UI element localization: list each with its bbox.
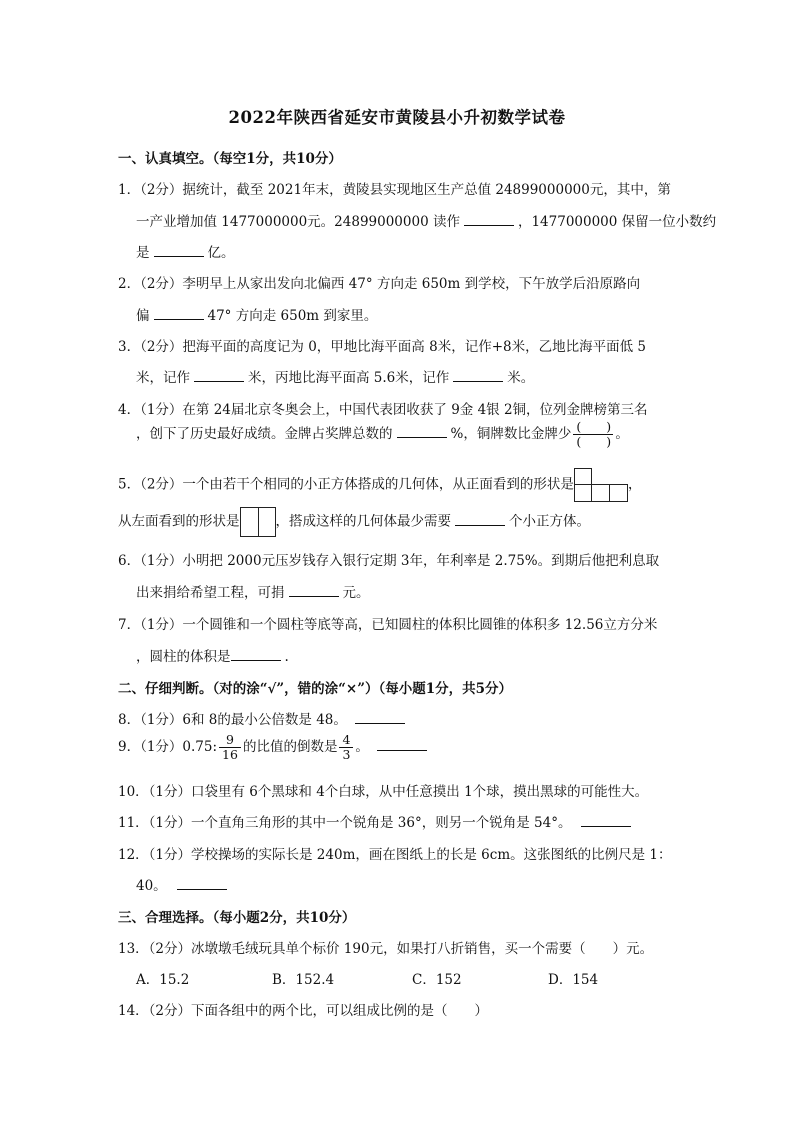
fraction-numerator: 9	[219, 733, 241, 748]
answer-blank[interactable]	[355, 710, 405, 724]
fraction-numerator: 4	[339, 733, 353, 748]
answer-blank[interactable]	[453, 368, 503, 382]
question-1-line-3	[136, 241, 235, 261]
question-4-text: %，铜牌数比金牌少	[450, 425, 572, 442]
answer-blank[interactable]	[154, 306, 204, 320]
question-12-line-1: 12．（1分）学校操场的实际长是 240m，画在图纸上的长是 6cm。这张图纸的比例尺是 1：	[118, 847, 672, 863]
question-1-text: 一产业增加值 1477000000元。24899000000 读作	[136, 214, 460, 230]
fraction-denominator: 16	[222, 746, 238, 762]
question-11-line	[118, 811, 635, 831]
question-12-line-2	[136, 874, 231, 894]
left-view-figure	[240, 507, 276, 537]
question-7-text: .	[284, 649, 289, 665]
section-heading-multiple-choice: 三、合理选择。（每小题2分，共10分）	[118, 910, 356, 926]
question-5-text: ，搭成这样的几何体最少需要	[275, 513, 451, 530]
question-8-text: 8．（1分）6和 8的最小公倍数是 48。	[118, 712, 347, 728]
question-4-line-2	[136, 420, 629, 449]
answer-blank[interactable]	[231, 647, 281, 661]
question-5-text: ，	[627, 476, 642, 493]
answer-fraction[interactable]	[573, 420, 613, 449]
page-title: 2022年陕西省延安市黄陵县小升初数学试卷	[228, 108, 566, 127]
fraction-9-16	[219, 733, 241, 762]
question-14-line: 14．（2分）下面各组中的两个比，可以组成比例的是（ ）	[118, 1003, 489, 1019]
answer-blank[interactable]	[154, 243, 204, 257]
question-1-line-1: 1．（2分）据统计，截至 2021年末，黄陵县实现地区生产总值 24899000000元，其中，第	[118, 182, 671, 198]
question-1-text: 亿。	[207, 245, 235, 261]
answer-blank[interactable]	[289, 583, 339, 597]
question-9-line	[118, 733, 431, 762]
question-5-text: 个小正方体。	[509, 513, 590, 530]
answer-blank[interactable]	[194, 368, 244, 382]
question-5-line-2	[118, 507, 590, 537]
front-view-cube-face	[609, 484, 628, 502]
question-6-text: 出来捐给希望工程，可捐	[136, 585, 285, 601]
answer-blank[interactable]	[177, 876, 227, 890]
answer-blank[interactable]	[377, 737, 427, 751]
answer-blank[interactable]	[397, 424, 447, 438]
question-5-text: 从左面看到的形状是	[118, 513, 240, 530]
question-9-text: 9．（1分）0.75:	[118, 738, 218, 755]
question-7-text: ，圆柱的体积是	[136, 649, 231, 665]
question-11-text: 11．（1分）一个直角三角形的其中一个锐角是 36°，则另一个锐角是 54°。	[118, 815, 572, 831]
fraction-numerator-blank[interactable]: ( )	[573, 420, 613, 435]
question-8-line	[118, 708, 409, 728]
front-view-cube-face	[591, 484, 610, 502]
question-1-text: 是	[136, 245, 150, 261]
question-7-line-1: 7．（1分）一个圆锥和一个圆柱等底等高，已知圆柱的体积比圆锥的体积多 12.56立方分米	[118, 617, 658, 633]
answer-blank[interactable]	[455, 512, 505, 526]
question-7-line-2	[136, 645, 289, 665]
question-2-text: 偏	[136, 308, 150, 324]
fraction-denominator: 3	[342, 746, 351, 762]
question-13-line: 13．（2分）冰墩墩毛绒玩具单个标价 190元，如果打八折销售，买一个需要（ ）元。	[118, 941, 654, 957]
question-9-text: 。	[355, 738, 369, 755]
question-9-text: 的比值的倒数是	[242, 738, 338, 755]
option-c[interactable]: C．152	[412, 972, 462, 988]
question-5-text: 5．（2分）一个由若干个相同的小正方体搭成的几何体，从正面看到的形状是	[118, 476, 574, 493]
option-b[interactable]: B．152.4	[272, 972, 335, 988]
question-2-text: 47° 方向走 650m 到家里。	[207, 308, 378, 324]
front-view-cube-face	[574, 484, 592, 502]
left-view-square-face	[240, 507, 259, 537]
option-a[interactable]: A．15.2	[136, 972, 190, 988]
fraction-denominator-blank[interactable]: ( )	[576, 433, 612, 449]
section-heading-fill-blank: 一、认真填空。（每空1分，共10分）	[118, 151, 342, 167]
front-view-figure	[574, 468, 628, 502]
question-12-text: 40。	[136, 878, 167, 894]
question-2-line-2	[136, 304, 377, 324]
left-view-square-face	[258, 507, 276, 537]
question-1-text: ，1477000000 保留一位小数约	[517, 214, 717, 230]
question-3-line-2	[136, 366, 534, 386]
option-d[interactable]: D．154	[548, 972, 599, 988]
front-view-cube-face	[574, 468, 592, 485]
question-6-text: 元。	[342, 585, 370, 601]
question-3-text: 米。	[507, 370, 535, 386]
question-3-text: 米，记作	[136, 370, 190, 386]
question-6-line-2	[136, 581, 370, 601]
question-4-text: ，创下了历史最好成绩。金牌占奖牌总数的	[136, 425, 393, 442]
question-1-line-2	[136, 210, 716, 230]
question-6-line-1: 6．（1分）小明把 2000元压岁钱存入银行定期 3年，年利率是 2.75%。到期后他把利息取	[118, 553, 660, 569]
question-10-line: 10．（1分）口袋里有 6个黑球和 4个白球，从中任意摸出 1个球，摸出黑球的可能性大。	[118, 784, 649, 800]
question-3-text: 米，丙地比海平面高 5.6米，记作	[248, 370, 450, 386]
question-3-line-1: 3．（2分）把海平面的高度记为 0，甲地比海平面高 8米，记作+8米，乙地比海平面低 5	[118, 339, 646, 355]
answer-blank[interactable]	[581, 813, 631, 827]
answer-blank[interactable]	[464, 212, 514, 226]
question-4-text: 。	[615, 425, 629, 442]
fraction-4-3	[339, 733, 353, 762]
question-5-line-1	[118, 468, 641, 502]
question-2-line-1: 2．（2分）李明早上从家出发向北偏西 47° 方向走 650m 到学校，下午放学后沿原路向	[118, 276, 641, 292]
question-4-line-1: 4．（1分）在第 24届北京冬奥会上，中国代表团收获了 9金 4银 2铜，位列金牌榜第三名	[118, 402, 648, 418]
section-heading-true-false: 二、仔细判断。（对的涂“√”，错的涂“×”）（每小题1分，共5分）	[118, 681, 513, 697]
